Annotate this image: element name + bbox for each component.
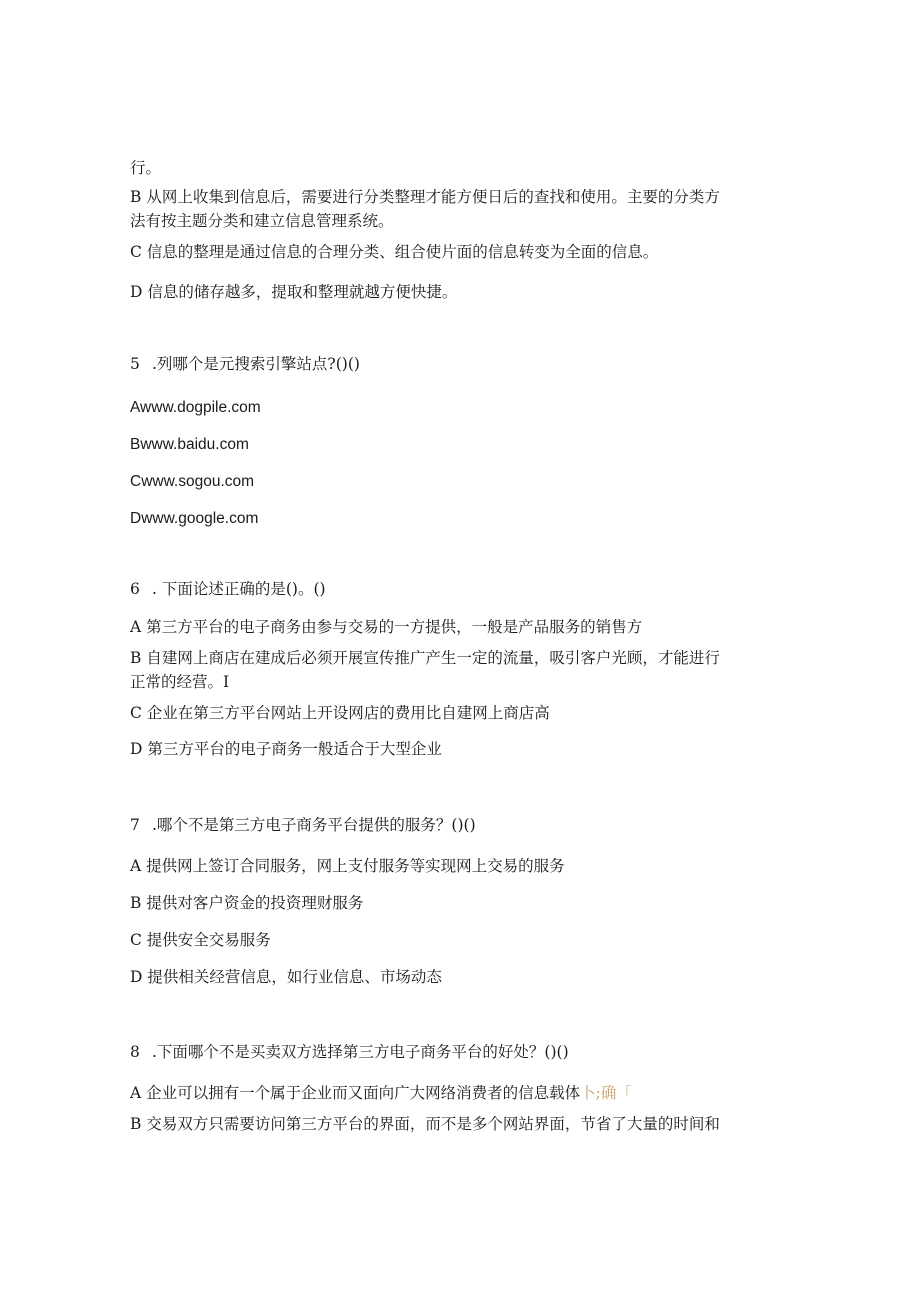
q8-number: 8: [130, 1043, 140, 1061]
q5-text: .列哪个是元搜索引擎站点?()(): [152, 355, 360, 373]
q5-option-a: Awww.dogpile.com: [130, 399, 261, 416]
q5-option-c: Cwww.sogou.com: [130, 473, 255, 490]
q6-option-b-line1: B 自建网上商店在建成后必须开展宣传推广产生一定的流量，吸引客户光顾，才能进行: [130, 649, 720, 667]
q7-text: .哪个不是第三方电子商务平台提供的服务？()(): [152, 816, 476, 834]
q5-option-d: Dwww.google.com: [130, 510, 259, 527]
q6-number: 6: [130, 580, 140, 598]
q7-option-a: A 提供网上签订合同服务，网上支付服务等实现网上交易的服务: [130, 857, 565, 875]
q4-option-b-line1: B 从网上收集到信息后，需要进行分类整理才能方便日后的查找和使用。主要的分类方: [130, 188, 720, 206]
q6-question: [130, 578, 780, 601]
q4-continuation: 行。: [130, 159, 162, 177]
q4-option-d: D 信息的储存越多，提取和整理就越方便快捷。: [130, 283, 458, 301]
q6-option-c: C 企业在第三方平台网站上开设网店的费用比自建网上商店高: [130, 704, 550, 722]
q7-option-c: C 提供安全交易服务: [130, 931, 271, 949]
q6-text: . 下面论述正确的是()。(): [152, 580, 326, 598]
q7-option-b: B 提供对客户资金的投资理财服务: [130, 894, 364, 912]
q8-option-a-text: A 企业可以拥有一个属于企业而又面向广大网络消费者的信息载体: [130, 1084, 581, 1102]
q5-question: [130, 353, 780, 376]
q8-option-a: [130, 1082, 780, 1105]
q8-option-b-line1: B 交易双方只需要访问第三方平台的界面，而不是多个网站界面，节省了大量的时间和: [130, 1115, 720, 1133]
q8-option-a-stray-marks: 卜;确「: [580, 1084, 632, 1102]
q8-text: .下面哪个不是买卖双方选择第三方电子商务平台的好处？()(): [152, 1043, 569, 1061]
q6-option-a: A 第三方平台的电子商务由参与交易的一方提供，一般是产品服务的销售方: [130, 618, 643, 636]
q4-option-b-line2: 法有按主题分类和建立信息管理系统。: [130, 212, 394, 230]
q6-option-d: D 第三方平台的电子商务一般适合于大型企业: [130, 740, 442, 758]
q4-option-c: C 信息的整理是通过信息的合理分类、组合使片面的信息转变为全面的信息。: [130, 243, 659, 261]
q7-number: 7: [130, 816, 140, 834]
q7-question: [130, 814, 780, 837]
q5-option-b: Bwww.baidu.com: [130, 436, 249, 453]
q6-option-b-line2: 正常的经营。I: [130, 673, 230, 691]
q5-number: 5: [130, 355, 140, 373]
q7-option-d: D 提供相关经营信息，如行业信息、市场动态: [130, 968, 442, 986]
q8-question: [130, 1041, 780, 1064]
